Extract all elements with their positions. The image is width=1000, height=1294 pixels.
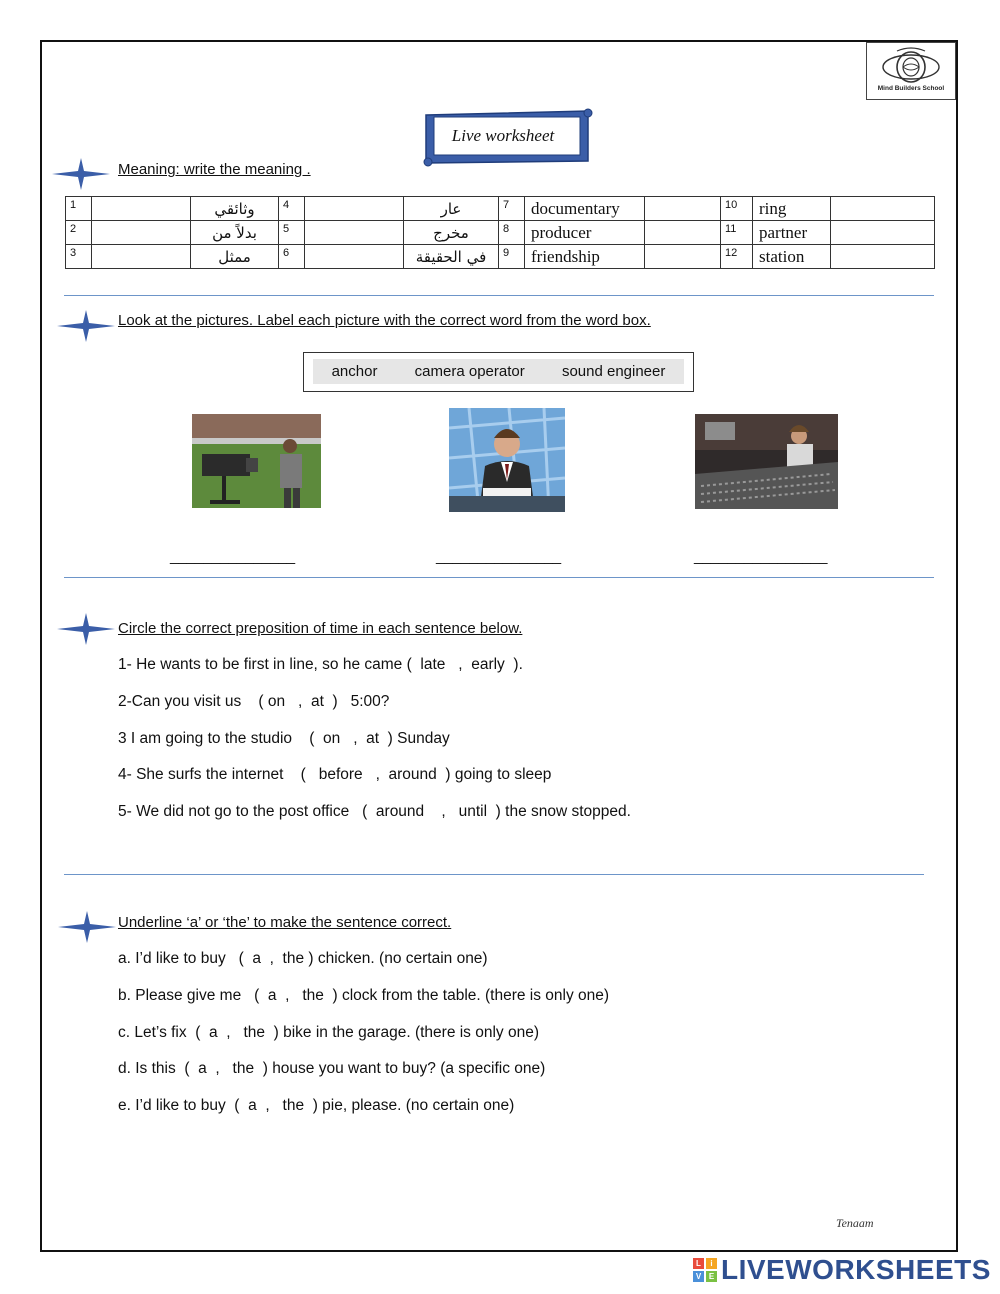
arabic-word: مخرج <box>404 221 499 245</box>
star-bullet-icon <box>52 158 110 190</box>
table-row <box>66 197 935 221</box>
sound-engineer-photo <box>695 414 838 509</box>
answer-cell[interactable] <box>305 197 404 221</box>
row-number: 12 <box>721 245 753 269</box>
preposition-sentence-1[interactable]: 1- He wants to be first in line, so he came ( late , early ). <box>118 656 523 673</box>
school-logo-caption: Mind Builders School <box>877 85 945 92</box>
answer-blank-2[interactable]: _______________ <box>436 548 562 565</box>
article-sentence-c[interactable]: c. Let’s fix ( a , the ) bike in the garage. (there is only one) <box>118 1024 540 1041</box>
preposition-sentence-3[interactable]: 3 I am going to the studio ( on , at ) Sunday <box>118 730 450 747</box>
row-number: 1 <box>66 197 92 221</box>
section3-heading: Circle the correct preposition of time in each sentence below. <box>118 620 523 637</box>
row-number: 2 <box>66 221 92 245</box>
row-number: 3 <box>66 245 92 269</box>
answer-cell[interactable] <box>831 221 935 245</box>
liveworksheets-squares-icon: L i V E <box>693 1258 717 1282</box>
star-bullet-icon <box>58 911 116 943</box>
answer-cell[interactable] <box>92 197 191 221</box>
school-logo <box>866 42 956 100</box>
section1-heading: Meaning: write the meaning . <box>118 161 311 178</box>
english-word: partner <box>753 221 831 245</box>
liveworksheets-brand: LIVEWORKSHEETS <box>721 1254 991 1285</box>
arabic-word: عار <box>404 197 499 221</box>
section2-heading: Look at the pictures. Label each picture with the correct word from the word box. <box>118 312 651 329</box>
arabic-word: ممثل <box>191 245 279 269</box>
word-box-item: camera operator <box>414 363 525 380</box>
section-divider <box>64 295 934 296</box>
section-divider <box>64 577 934 578</box>
section-divider <box>64 874 924 875</box>
row-number: 6 <box>279 245 305 269</box>
row-number: 7 <box>499 197 525 221</box>
english-word: station <box>753 245 831 269</box>
star-bullet-icon <box>57 310 115 342</box>
arabic-word: في الحقيقة <box>404 245 499 269</box>
english-word: documentary <box>525 197 645 221</box>
article-sentence-b[interactable]: b. Please give me ( a , the ) clock from the table. (there is only one) <box>118 987 610 1004</box>
article-sentence-e[interactable]: e. I’d like to buy ( a , the ) pie, please. (no certain one) <box>118 1097 515 1114</box>
preposition-sentence-2[interactable]: 2-Can you visit us ( on , at ) 5:00? <box>118 693 390 710</box>
row-number: 5 <box>279 221 305 245</box>
banner-title: Live worksheet <box>451 126 555 145</box>
preposition-sentence-5[interactable]: 5- We did not go to the post office ( around , until ) the snow stopped. <box>118 803 631 820</box>
section4-heading: Underline ‘a’ or ‘the’ to make the sentence correct. <box>118 914 452 931</box>
answer-blank-1[interactable]: _______________ <box>170 548 296 565</box>
answer-cell[interactable] <box>305 221 404 245</box>
preposition-sentence-4[interactable]: 4- She surfs the internet ( before , around ) going to sleep <box>118 766 552 783</box>
answer-cell[interactable] <box>92 245 191 269</box>
answer-cell[interactable] <box>831 245 935 269</box>
english-word: producer <box>525 221 645 245</box>
table-row <box>66 221 935 245</box>
meaning-table <box>65 196 935 269</box>
word-box-item: anchor <box>331 363 378 380</box>
article-sentence-a[interactable]: a. I’d like to buy ( a , the ) chicken. (no certain one) <box>118 950 488 967</box>
english-word: ring <box>753 197 831 221</box>
answer-cell[interactable] <box>305 245 404 269</box>
arabic-word: بدلاً من <box>191 221 279 245</box>
row-number: 11 <box>721 221 753 245</box>
word-box <box>303 352 694 392</box>
answer-cell[interactable] <box>831 197 935 221</box>
anchor-photo <box>449 408 565 512</box>
answer-cell[interactable] <box>645 245 721 269</box>
row-number: 10 <box>721 197 753 221</box>
author-signature: Tenaam <box>836 1216 874 1230</box>
row-number: 9 <box>499 245 525 269</box>
star-bullet-icon <box>57 613 115 645</box>
camera-operator-photo <box>192 414 321 508</box>
row-number: 4 <box>279 197 305 221</box>
row-number: 8 <box>499 221 525 245</box>
table-row <box>66 245 935 269</box>
word-box-item: sound engineer <box>561 363 666 380</box>
answer-cell[interactable] <box>92 221 191 245</box>
english-word: friendship <box>525 245 645 269</box>
arabic-word: وثائقي <box>191 197 279 221</box>
answer-blank-3[interactable]: ________________ <box>694 548 828 565</box>
answer-cell[interactable] <box>645 197 721 221</box>
answer-cell[interactable] <box>645 221 721 245</box>
article-sentence-d[interactable]: d. Is this ( a , the ) house you want to buy? (a specific one) <box>118 1060 546 1077</box>
liveworksheets-logo[interactable] <box>693 1255 991 1285</box>
